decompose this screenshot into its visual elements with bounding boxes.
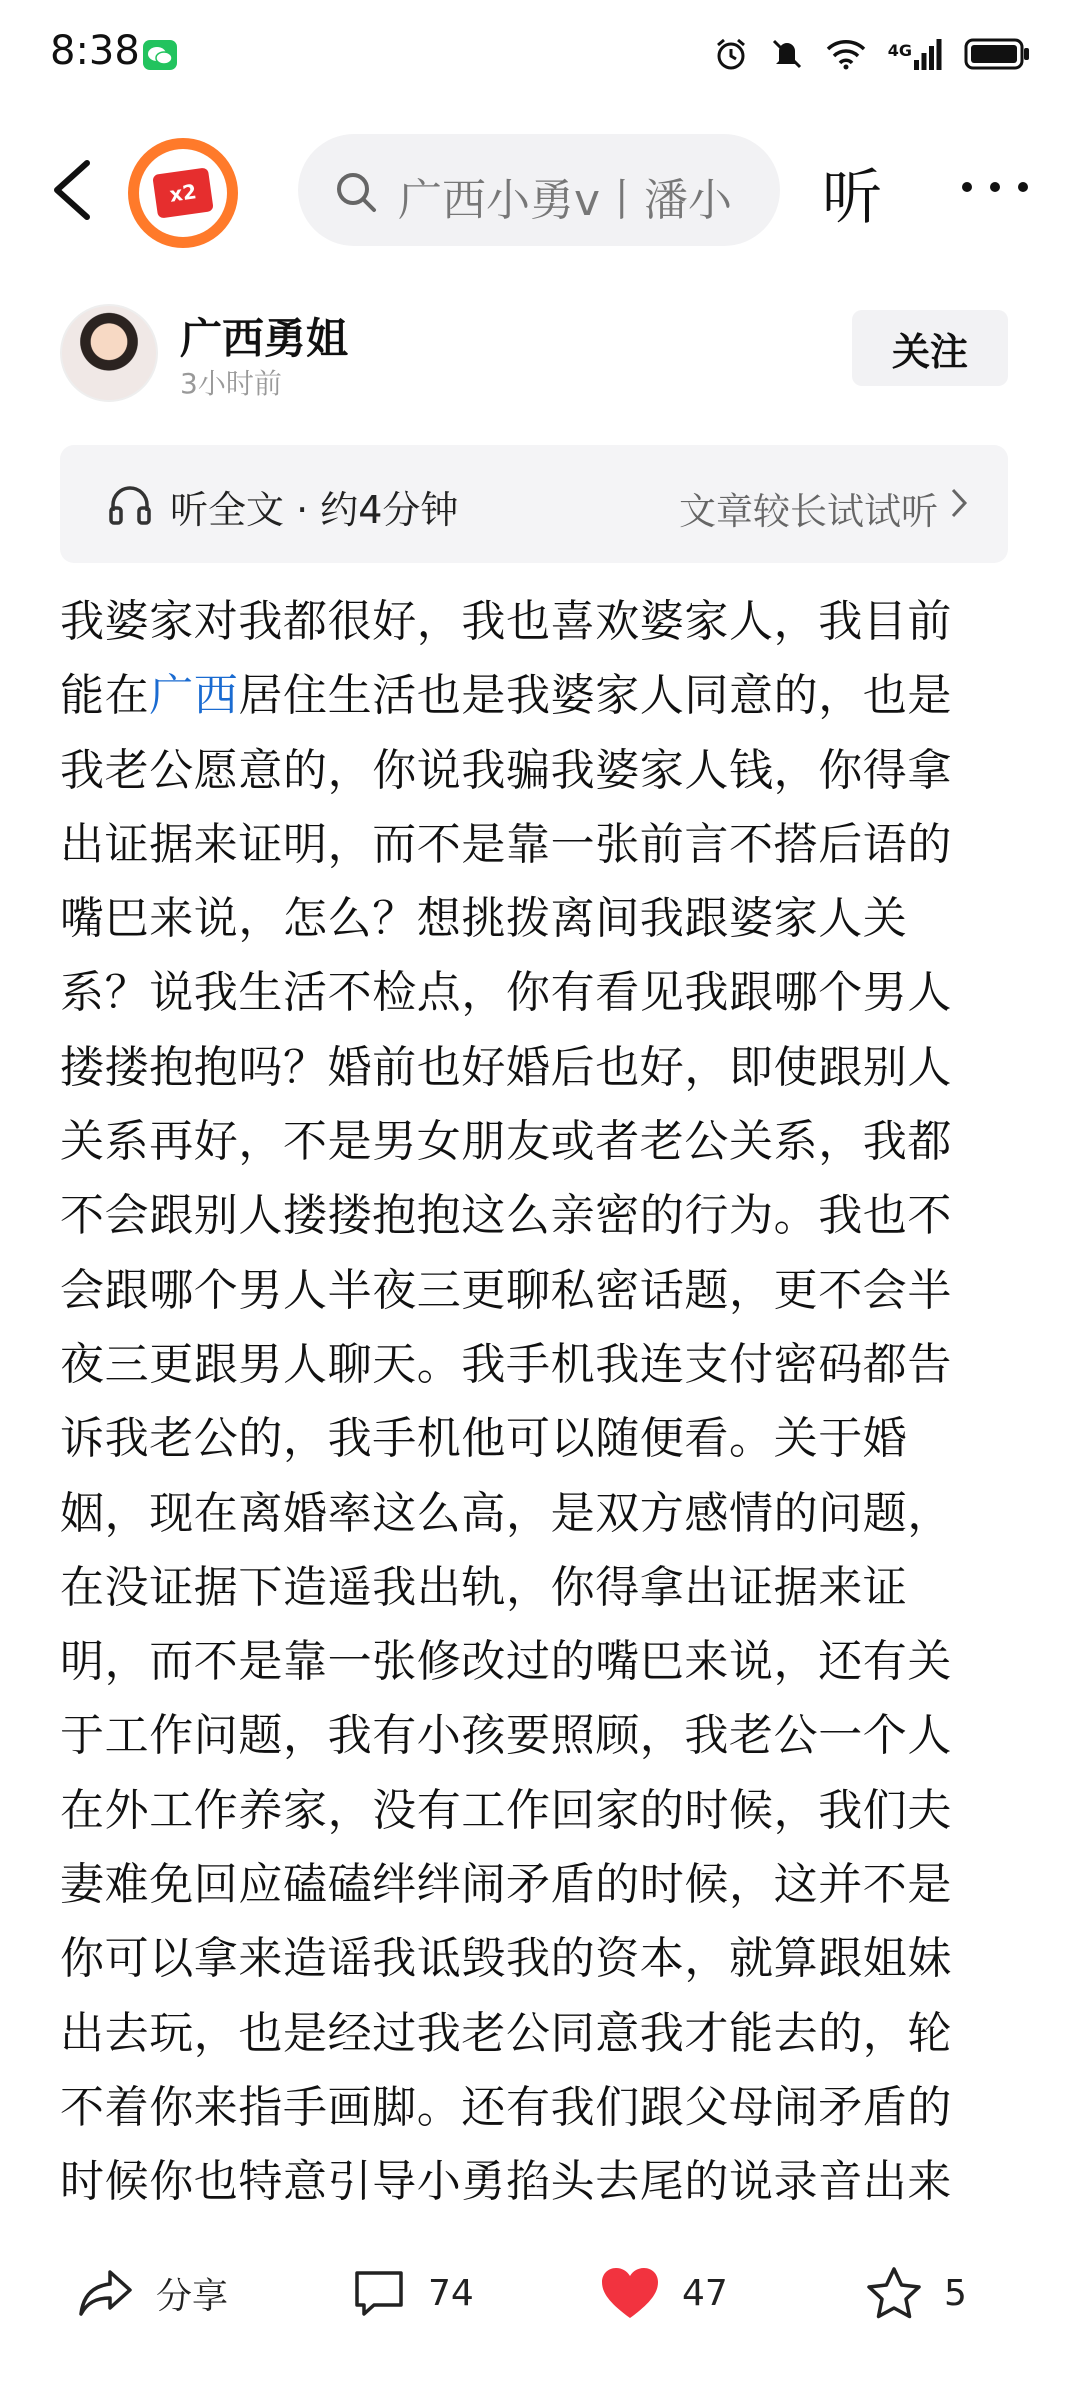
share-label: 分享 [156, 2275, 229, 2317]
headphone-icon [108, 483, 152, 525]
article-line: 不着你来指手画脚。还有我们跟父母闹矛盾的 [60, 2081, 952, 2133]
article-line: 会跟哪个男人半夜三更聊私密话题，更不会半 [60, 1264, 952, 1316]
search-box[interactable] [298, 134, 780, 246]
like-count: 47 [682, 2272, 728, 2314]
article-line: 能在广西居住生活也是我婆家人同意的，也是 [60, 670, 953, 722]
battery-icon [964, 37, 1030, 71]
follow-button[interactable]: 关注 [852, 310, 1008, 386]
location-link[interactable]: 广西 [149, 670, 239, 722]
article-line: 系？说我生活不检点，你有看见我跟哪个男人 [60, 967, 952, 1019]
status-icons [714, 32, 1030, 76]
listen-full-article-bar[interactable] [60, 445, 1008, 563]
article-body [60, 585, 1015, 2220]
article-line: 我婆家对我都很好，我也喜欢婆家人，我目前 [60, 596, 952, 647]
reward-badge[interactable] [128, 138, 238, 248]
author-name[interactable]: 广西勇姐 [180, 314, 349, 363]
share-button[interactable] [78, 2258, 228, 2328]
article-line: 时候你也特意引导小勇掐头去尾的说录音出来 [60, 2156, 952, 2208]
audio-hint: 文章较长试试听 [679, 490, 938, 533]
article-line: 搂搂抱抱吗？婚前也好婚后也好，即使跟别人 [60, 1041, 952, 1093]
action-bar [0, 2238, 1080, 2348]
article-line: 妻难免回应磕磕绊绊闹矛盾的时候，这并不是 [60, 1859, 952, 1911]
search-query: 广西小勇v丨潘小 [398, 175, 733, 226]
heart-icon [600, 2266, 660, 2320]
comment-icon [352, 2268, 406, 2318]
article-line: 关系再好，不是男女朋友或者老公关系，我都 [60, 1116, 952, 1168]
article-line: 不会跟别人搂搂抱抱这么亲密的行为。我也不 [60, 1190, 952, 1242]
alarm-icon [714, 37, 748, 71]
audio-title: 听全文 · 约4分钟 [170, 488, 459, 532]
chevron-right-icon [950, 487, 968, 519]
avatar[interactable] [60, 304, 158, 402]
article-line: 出去玩，也是经过我老公同意我才能去的，轮 [60, 2007, 952, 2059]
favorite-button[interactable] [866, 2258, 967, 2328]
signal-icon [888, 38, 942, 70]
wifi-icon [826, 38, 866, 70]
badge-card-icon: x2 [152, 167, 214, 218]
article-line: 出证据来证明，而不是靠一张前言不搭后语的 [60, 818, 952, 870]
mute-icon [770, 37, 804, 71]
top-bar [0, 120, 1080, 260]
post-time: 3小时前 [180, 367, 282, 400]
network-type: 4G [887, 41, 912, 60]
comment-button[interactable] [352, 2258, 474, 2328]
status-time: 8:38 [50, 28, 140, 74]
article-line: 明，而不是靠一张修改过的嘴巴来说，还有关 [60, 1636, 952, 1688]
article-line: 在外工作养家，没有工作回家的时候，我们夫 [60, 1784, 952, 1836]
favorite-count: 5 [944, 2272, 967, 2314]
like-button[interactable] [600, 2258, 728, 2328]
article-line: 夜三更跟男人聊天。我手机我连支付密码都告 [60, 1338, 952, 1390]
article-line: 姻，现在离婚率这么高，是双方感情的问题， [60, 1487, 952, 1539]
comment-count: 74 [428, 2272, 474, 2314]
article-line: 你可以拿来造谣我诋毁我的资本，就算跟姐妹 [60, 1933, 952, 1985]
article-line: 于工作问题，我有小孩要照顾，我老公一个人 [60, 1710, 952, 1762]
search-icon [334, 170, 378, 214]
more-icon[interactable] [955, 172, 1035, 202]
article-line: 我老公愿意的，你说我骗我婆家人钱，你得拿 [60, 744, 952, 796]
article-line: 嘴巴来说，怎么？想挑拨离间我跟婆家人关 [60, 893, 908, 945]
status-bar [0, 0, 1080, 115]
back-button[interactable] [45, 155, 105, 225]
star-icon [866, 2266, 922, 2320]
author-row [0, 290, 1080, 420]
listen-button[interactable]: 听 [822, 163, 882, 233]
wechat-icon [143, 40, 177, 70]
share-icon [78, 2268, 134, 2318]
article-line: 诉我老公的，我手机他可以随便看。关于婚 [60, 1413, 908, 1465]
article-line: 在没证据下造遥我出轨，你得拿出证据来证 [60, 1561, 908, 1613]
